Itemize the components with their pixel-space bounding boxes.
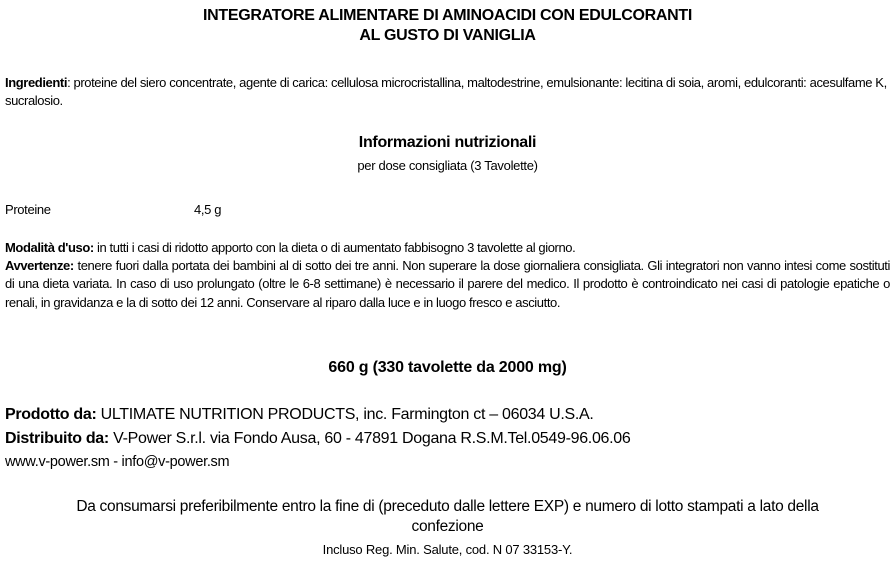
- producer-line: [5, 404, 890, 426]
- usage-paragraph: [5, 239, 890, 257]
- ingredients-label: Ingredienti: [5, 75, 68, 90]
- expiry-note: [0, 497, 895, 537]
- distributor-label: Distribuito da:: [5, 430, 109, 447]
- usage-label: Modalità d'uso:: [5, 240, 94, 255]
- registration-code: Incluso Reg. Min. Salute, cod. N 07 33153-Y.: [322, 542, 573, 557]
- expiry-note-line1: Da consumarsi preferibilmente entro la fine di (preceduto dalle lettere EXP) e numero di lotto stampati a lato della: [76, 498, 819, 515]
- nutrition-subtitle: per dose consigliata (3 Tavolette): [357, 158, 538, 173]
- nutrition-title: Informazioni nutrizionali: [358, 134, 537, 151]
- product-title-line2: AL GUSTO DI VANIGLIA: [359, 27, 536, 44]
- producer-text: ULTIMATE NUTRITION PRODUCTS, inc. Farmington ct – 06034 U.S.A.: [96, 406, 594, 423]
- producer-label: Prodotto da:: [5, 406, 97, 423]
- distributor-text: V-Power S.r.l. via Fondo Ausa, 60 - 47891 Dogana R.S.M.Tel.0549-96.06.06: [108, 430, 631, 447]
- warnings-label: Avvertenze:: [5, 258, 74, 273]
- product-title: [0, 6, 895, 46]
- nutrition-row-name: Proteine: [5, 202, 51, 217]
- usage-text: in tutti i casi di ridotto apporto con la dieta o di aumentato fabbisogno 3 tavolette al giorno.: [93, 240, 576, 255]
- contacts-line: www.v-power.sm - info@v-power.sm: [5, 454, 230, 470]
- nutrition-row-value: 4,5 g: [194, 202, 222, 217]
- warnings-paragraph: [5, 257, 890, 312]
- ingredients-text: : proteine del siero concentrate, agente di carica: cellulosa microcristallina, maltodestrine, emulsionante: lecitina di soia, aromi, edulcoranti: acesulfame K, sucralosio.: [5, 75, 887, 108]
- expiry-note-line2: confezione: [411, 518, 484, 535]
- product-title-line1: INTEGRATORE ALIMENTARE DI AMINOACIDI CON EDULCORANTI: [203, 7, 692, 24]
- package-size: 660 g (330 tavolette da 2000 mg): [328, 359, 567, 376]
- warnings-text: tenere fuori dalla portata dei bambini al di sotto dei tre anni. Non superare la dose giornaliera consigliata. Gli integratori non vanno intesi come sostituti di una dieta variata. In caso di uso prolungato (oltre le 6-8 settimane) è necessario il parere del medico. Il prodotto è controindicato nei casi di patologie epatiche o renali, in gravidanza e la di sotto dei 12 anni. Conservare al riparo dalla luce e in luogo fresco e asciutto.: [5, 258, 890, 310]
- ingredients-paragraph: [5, 74, 890, 110]
- distributor-line: [5, 428, 890, 450]
